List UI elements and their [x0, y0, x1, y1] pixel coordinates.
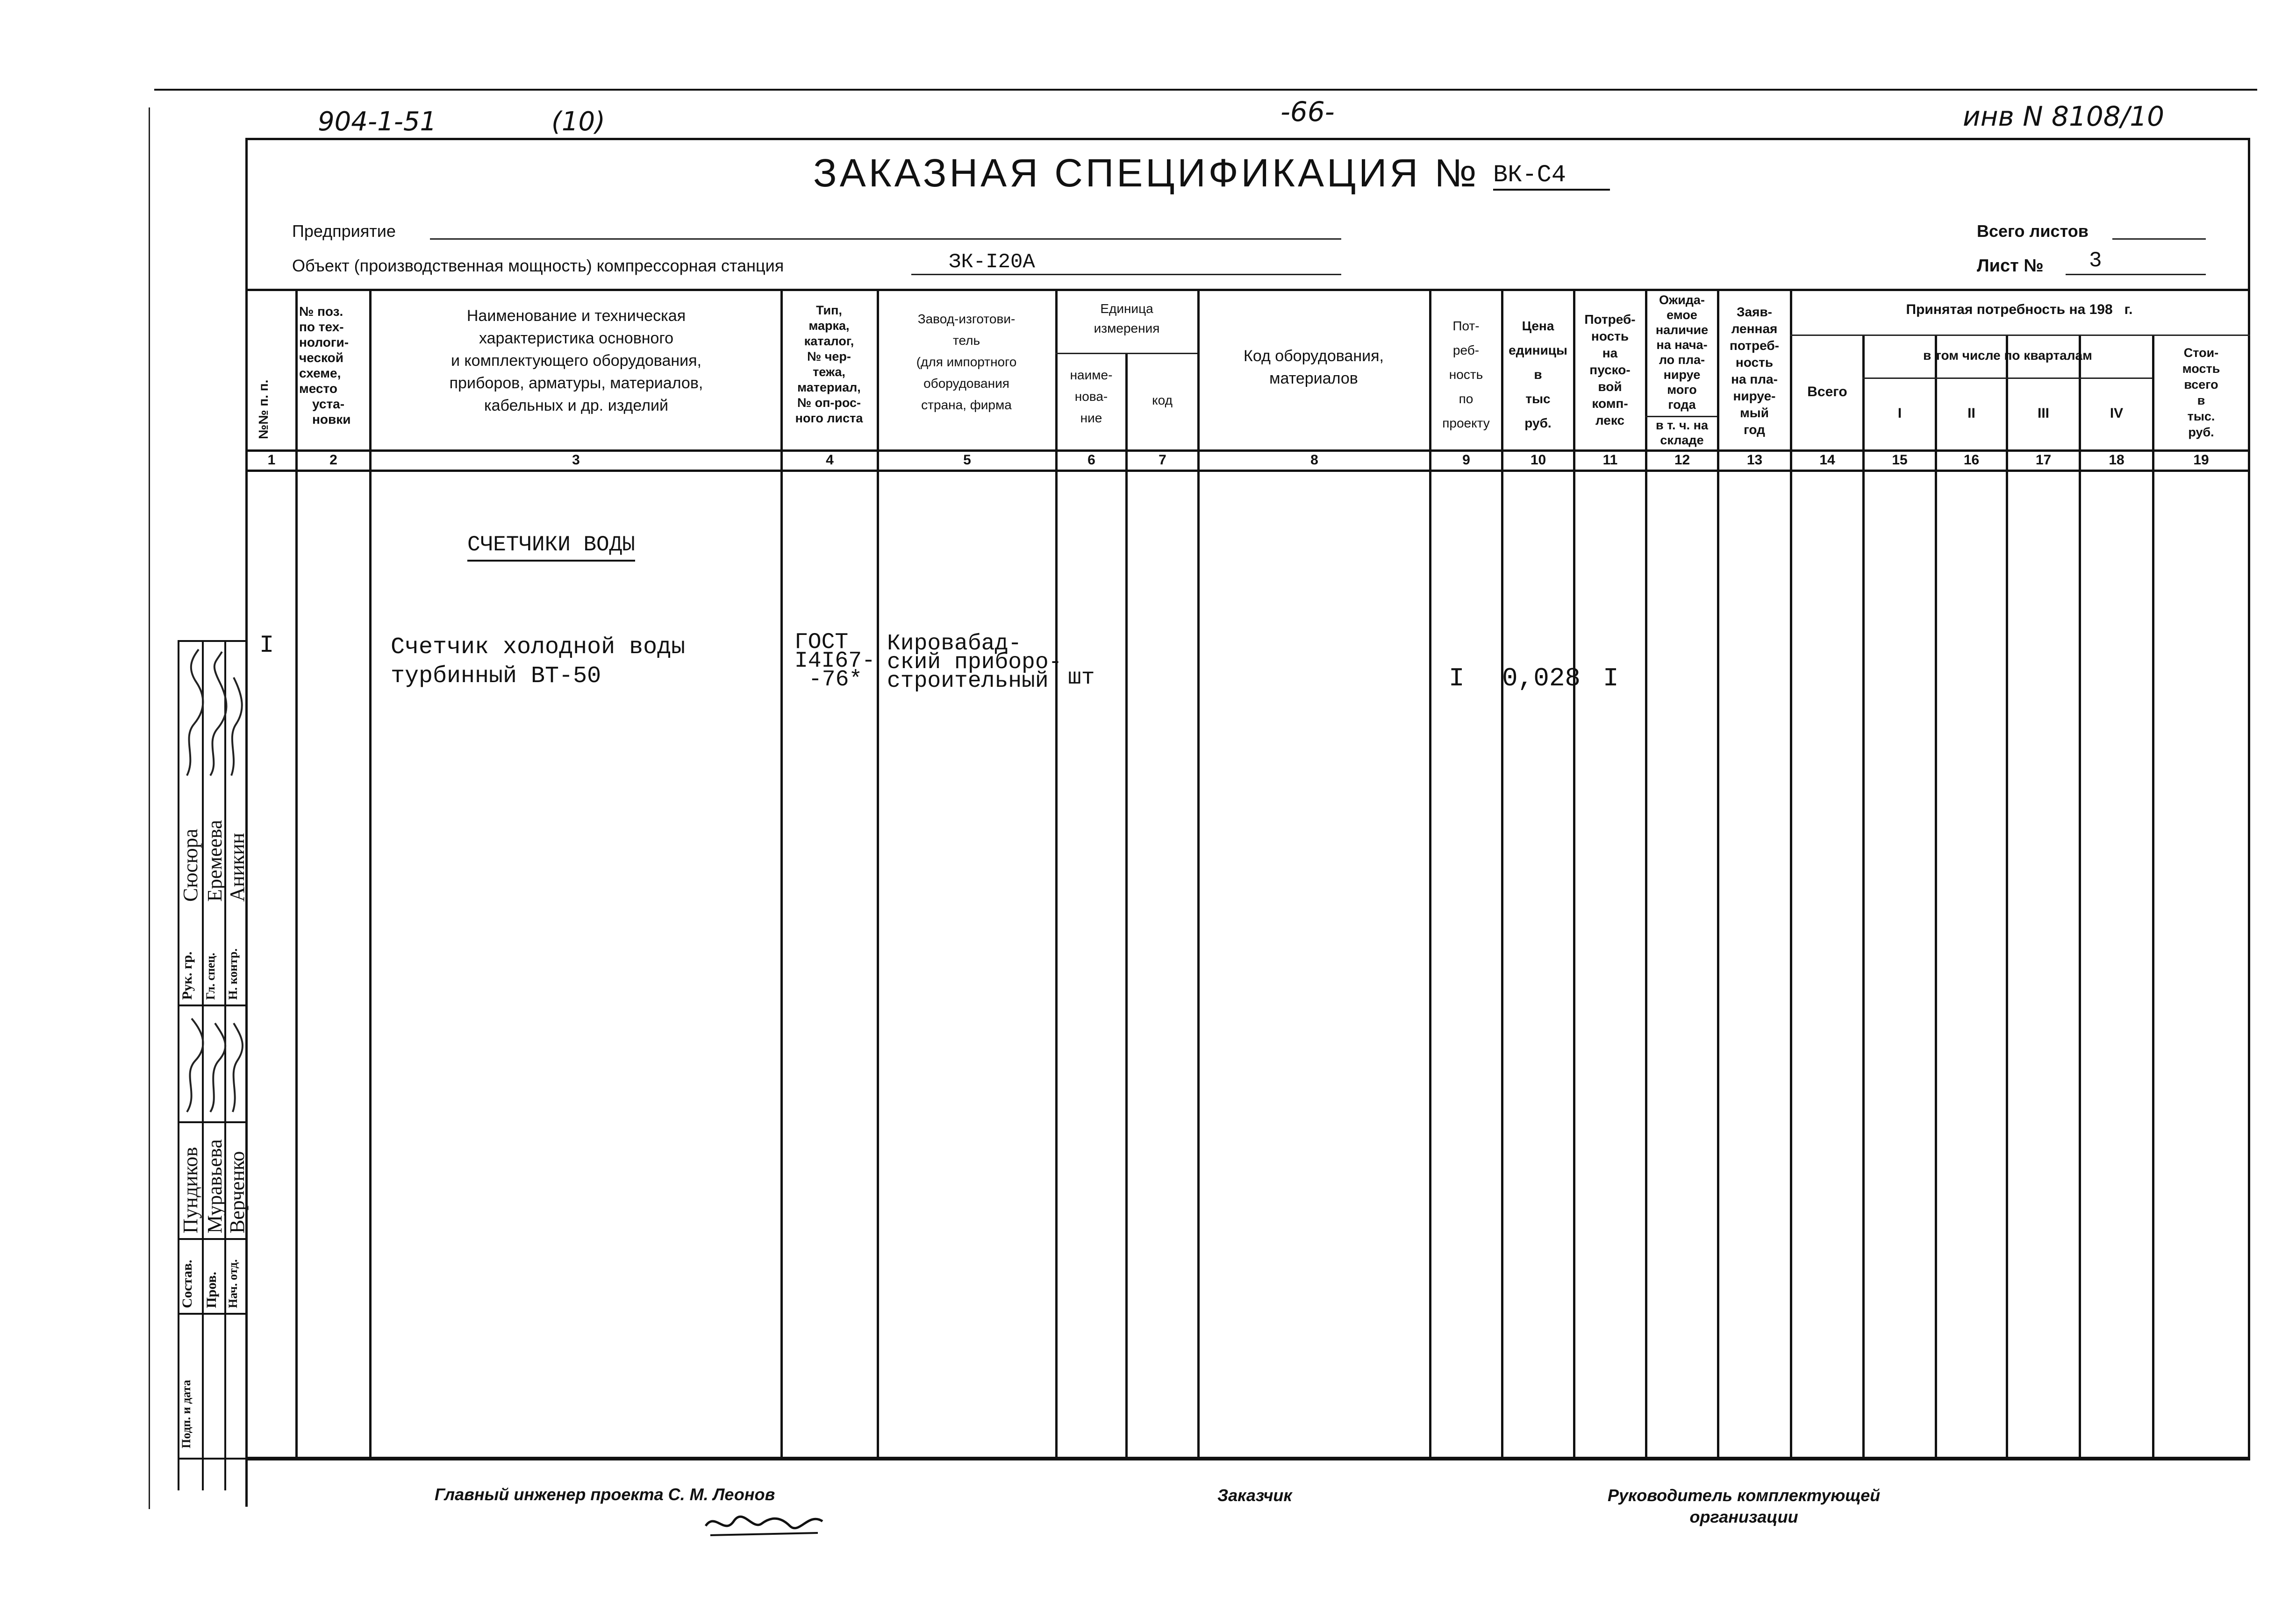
col-number: 9	[1462, 452, 1470, 468]
page-title	[813, 150, 1610, 196]
col-number: 17	[2035, 452, 2052, 468]
sheet-value: 3	[2089, 249, 2102, 273]
col6-header: наиме- нова- ние	[1070, 368, 1113, 425]
col14-header: Всего	[1807, 384, 1847, 399]
row-startup: I	[1603, 663, 1619, 693]
stamp-line	[178, 1458, 248, 1460]
section-title: СЧЕТЧИКИ ВОДЫ	[467, 533, 635, 557]
frame-left	[245, 138, 248, 1507]
row-price: 0,028	[1502, 663, 1581, 693]
stamp-role: Состав.	[179, 1260, 195, 1308]
enterprise-underline	[430, 238, 1341, 240]
col7-header: код	[1152, 393, 1173, 407]
stamp-role: Гл. спец.	[204, 953, 217, 1000]
supplier-label: Руководитель комплектующей организации	[1608, 1486, 1881, 1526]
numbers-bottom	[245, 470, 2250, 472]
col-number: 4	[826, 452, 834, 468]
col18-header: IV	[2110, 406, 2124, 421]
sheet-paren: (10)	[551, 107, 605, 137]
row-type: ГОСТ I4I67- -76*	[794, 630, 875, 692]
total-sheets-underline	[2112, 238, 2206, 240]
col-number: 3	[572, 452, 580, 468]
stamp-role: Н. контр.	[226, 948, 240, 1000]
col17-header: III	[2037, 406, 2049, 421]
binding-line	[149, 107, 150, 1509]
row-unit: шт	[1068, 665, 1095, 691]
accepted-group-line	[1790, 335, 2250, 336]
col4-header: Тип, марка, каталог, № чер- тежа, материал, № оп-рос- ного листа	[795, 303, 863, 425]
frame-right	[2248, 138, 2250, 1460]
stamp-role: Пров.	[204, 1272, 219, 1308]
chief-engineer-signature	[701, 1507, 832, 1540]
accepted-group-header: Принятая потребность на 198 г.	[1906, 302, 2133, 317]
stamp-name: Еремеева	[203, 819, 226, 902]
col16-header: II	[1967, 406, 1975, 421]
quarter-group-header: в том числе по кварталам	[1923, 348, 2092, 363]
col-line	[1935, 335, 1937, 1457]
col12-header: Ожида- емое наличие на нача- ло пла- нируе мого года	[1655, 293, 1709, 412]
title-text: ЗАКАЗНАЯ СПЕЦИФИКАЦИЯ №	[813, 151, 1480, 195]
stamp-name: Сюсюра	[179, 828, 202, 902]
object-value: ЗК-I20А	[949, 250, 1035, 274]
col10-header: Цена единицы в тыс руб.	[1509, 319, 1567, 430]
col3-header: Наименование и техническая характеристика основного и комплектующего оборудования, приборов, арматуры, материалов, кабельных и др. изделий	[449, 307, 703, 414]
header-bottom	[245, 449, 2250, 452]
col-number: 12	[1674, 452, 1690, 468]
col-number: 16	[1963, 452, 1980, 468]
col-line	[2152, 335, 2154, 1457]
stamp-role: Нач. отд.	[226, 1259, 240, 1308]
signature-scribble	[178, 1009, 248, 1117]
col9-header: Пот- реб- ность по проекту	[1442, 319, 1490, 430]
sheet-label: Лист №	[1977, 256, 2044, 276]
col2-header: № поз. по тех- нологи- ческой схеме, место уста- новки	[299, 304, 351, 427]
row-maker: Кировабад- ский приборо- строительный	[887, 631, 1062, 694]
col-line	[2006, 335, 2008, 1457]
project-code: 904-1-51	[318, 107, 437, 137]
col-number: 8	[1310, 452, 1318, 468]
col-line	[2079, 335, 2081, 1457]
col-number: 1	[267, 452, 276, 468]
quarter-group-line	[1862, 378, 2152, 379]
col-line	[1125, 353, 1128, 1457]
stamp-line	[178, 640, 248, 642]
row-name: Счетчик холодной воды турбинный ВТ-50	[391, 634, 686, 690]
row-number: I	[259, 632, 274, 659]
stamp-line	[178, 1121, 248, 1123]
stamp-name: Муравьева	[203, 1139, 226, 1233]
row-need: I	[1449, 663, 1465, 693]
stamp-name: Верченко	[226, 1151, 249, 1233]
col8-header: Код оборудования, материалов	[1244, 347, 1384, 387]
col-number: 15	[1892, 452, 1908, 468]
col15-header: I	[1897, 406, 1902, 421]
col-number: 19	[2193, 452, 2209, 468]
object-underline	[911, 274, 1341, 275]
unit-group-line	[1055, 353, 1197, 354]
stamp-name: Пундиков	[179, 1147, 202, 1233]
chief-engineer: Главный инженер проекта С. М. Леонов	[435, 1485, 775, 1504]
col-number: 14	[1819, 452, 1835, 468]
unit-group-header: Единица измерения	[1094, 301, 1160, 335]
col13-header: Заяв- ленная потреб- ность на пла- нируе- мый год	[1730, 305, 1779, 437]
top-rule	[154, 89, 2257, 91]
frame-top	[245, 138, 2250, 140]
page-number: -66-	[1280, 96, 1335, 128]
col-number: 11	[1602, 452, 1618, 468]
stock-line	[1645, 416, 1717, 417]
customer-label: Заказчик	[1217, 1486, 1292, 1505]
col5-header: Завод-изготови- тель (для импортного оборудования страна, фирма	[916, 312, 1017, 412]
total-sheets-label: Всего листов	[1977, 221, 2089, 241]
stamp-role: Подп. и дата	[179, 1380, 193, 1448]
col12b-header: в т. ч. на складе	[1656, 418, 1708, 447]
inventory-number: инв N 8108/10	[1963, 100, 2165, 132]
spec-number: ВК-С4	[1493, 161, 1610, 191]
object-label: Объект (производственная мощность) компрессорная станция	[292, 256, 784, 275]
enterprise-label: Предприятие	[292, 221, 396, 241]
frame-bottom	[245, 1457, 2250, 1460]
col1-header: №№ п. п.	[256, 379, 271, 439]
stamp-line	[178, 1004, 248, 1006]
table-top	[245, 289, 2250, 291]
col-number: 6	[1087, 452, 1095, 468]
col-line	[1862, 335, 1865, 1457]
stamp-line	[178, 1238, 248, 1240]
col-number: 18	[2109, 452, 2124, 468]
signature-scribble	[178, 645, 248, 785]
col-number: 5	[963, 452, 971, 468]
col-number: 13	[1746, 452, 1763, 468]
col-number: 2	[329, 452, 337, 468]
col19-header: Стои- мость всего в тыс. руб.	[2182, 346, 2220, 439]
col-number: 7	[1159, 452, 1166, 468]
stamp-name: Аникин	[226, 833, 249, 902]
sheet-underline	[2066, 274, 2206, 275]
col-number: 10	[1530, 452, 1546, 468]
stamp-role: Рук. гр.	[179, 951, 195, 1000]
stamp-line	[178, 1313, 248, 1315]
col11-header: Потреб- ность на пуско- вой комп- лекс	[1584, 312, 1636, 427]
